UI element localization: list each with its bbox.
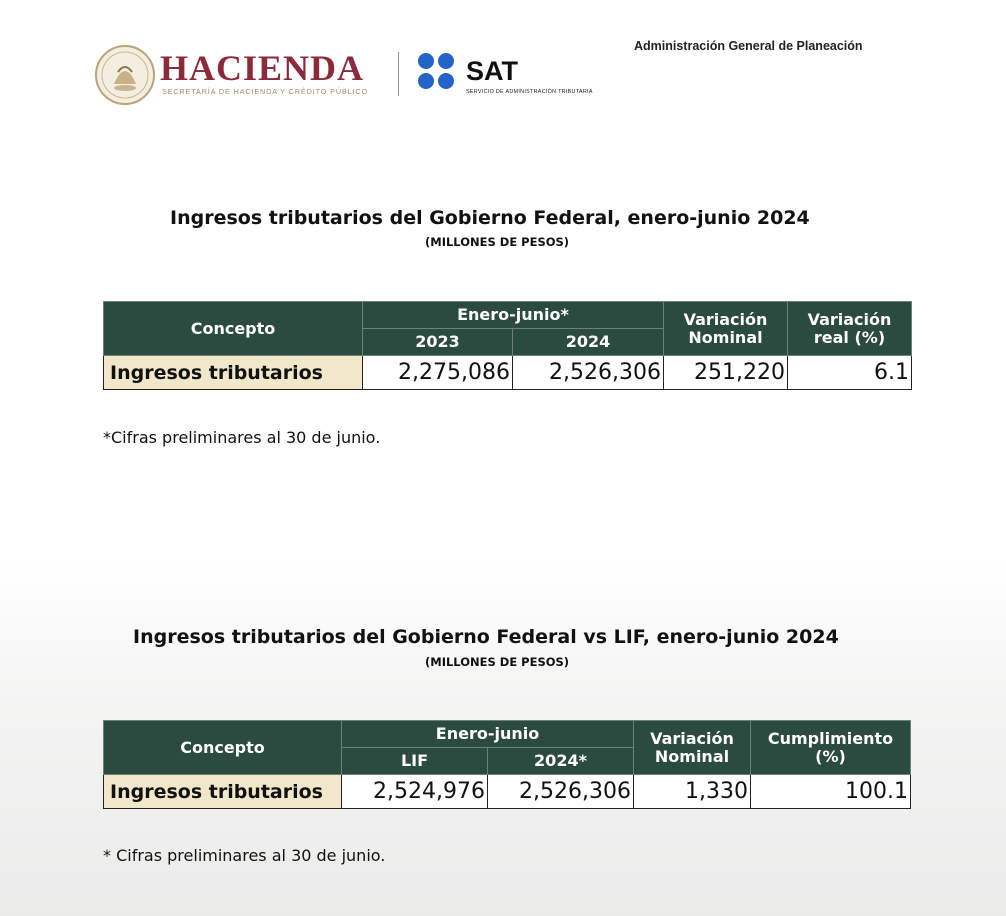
- table1-header-concept: Concepto: [104, 302, 363, 356]
- logo-divider: [398, 52, 399, 96]
- table2-header-concept: Concepto: [104, 721, 342, 775]
- table2-header-compliance-line2: (%): [815, 746, 846, 766]
- table1-header-var-real-line2: real (%): [813, 327, 886, 347]
- table2-header-col-a: LIF: [342, 748, 488, 775]
- table2-units: (MILLONES DE PESOS): [425, 655, 570, 669]
- table2-cell-var-nominal: 1,330: [634, 775, 751, 809]
- table1-header-var-real-line1: Variación: [807, 309, 892, 329]
- table1-header-var-real: [788, 302, 912, 356]
- table1-cell-col-a: 2,275,086: [363, 356, 513, 390]
- table2-header-compliance: [751, 721, 911, 775]
- table1-footnote: *Cifras preliminares al 30 de junio.: [103, 428, 381, 447]
- table2-header-col-b: 2024*: [488, 748, 634, 775]
- table2-footnote: * Cifras preliminares al 30 de junio.: [103, 846, 386, 865]
- hacienda-wordmark: HACIENDA: [160, 48, 365, 88]
- table1-header-var-nominal: [664, 302, 788, 356]
- table2-title: Ingresos tributarios del Gobierno Federal vs LIF, enero-junio 2024: [133, 626, 839, 648]
- table2-cell-col-b: 2,526,306: [488, 775, 634, 809]
- table1-cell-var-real: 6.1: [788, 356, 912, 390]
- table2-header-compliance-line1: Cumplimiento: [767, 728, 894, 748]
- table1-header-col-a: 2023: [363, 329, 513, 356]
- brand-logos: [94, 44, 634, 106]
- hacienda-subtitle: SECRETARÍA DE HACIENDA Y CRÉDITO PÚBLICO: [162, 87, 369, 96]
- table2-header-var-nominal: [634, 721, 751, 775]
- table1: [103, 301, 912, 390]
- table1-title: Ingresos tributarios del Gobierno Federal, enero-junio 2024: [170, 207, 810, 229]
- sat-dots-logo-icon: [417, 52, 461, 96]
- table1-row-label: Ingresos tributarios: [104, 356, 363, 390]
- table1-header-var-nominal-line1: Variación: [683, 309, 768, 329]
- mexico-seal-icon: [94, 44, 156, 106]
- table2-row-label: Ingresos tributarios: [104, 775, 342, 809]
- table1-header-col-b: 2024: [513, 329, 664, 356]
- table2: [103, 720, 911, 809]
- table1-cell-col-b: 2,526,306: [513, 356, 664, 390]
- table1-cell-var-nominal: 251,220: [664, 356, 788, 390]
- sat-subtitle: SERVICIO DE ADMINISTRACIÓN TRIBUTARIA: [466, 89, 593, 95]
- sat-wordmark: SAT: [466, 56, 518, 86]
- table2-header-var-nominal-line2: Nominal: [654, 746, 730, 766]
- table1-header-period: Enero-junio*: [363, 302, 664, 329]
- table1-units: (MILLONES DE PESOS): [425, 235, 570, 249]
- table2-header-var-nominal-line1: Variación: [650, 728, 734, 748]
- table1-header-var-nominal-line2: Nominal: [688, 327, 763, 347]
- table2-header-period: Enero-junio: [342, 721, 634, 748]
- table2-cell-col-a: 2,524,976: [342, 775, 488, 809]
- table2-cell-compliance: 100.1: [751, 775, 911, 809]
- agency-note: Administración General de Planeación: [634, 39, 863, 53]
